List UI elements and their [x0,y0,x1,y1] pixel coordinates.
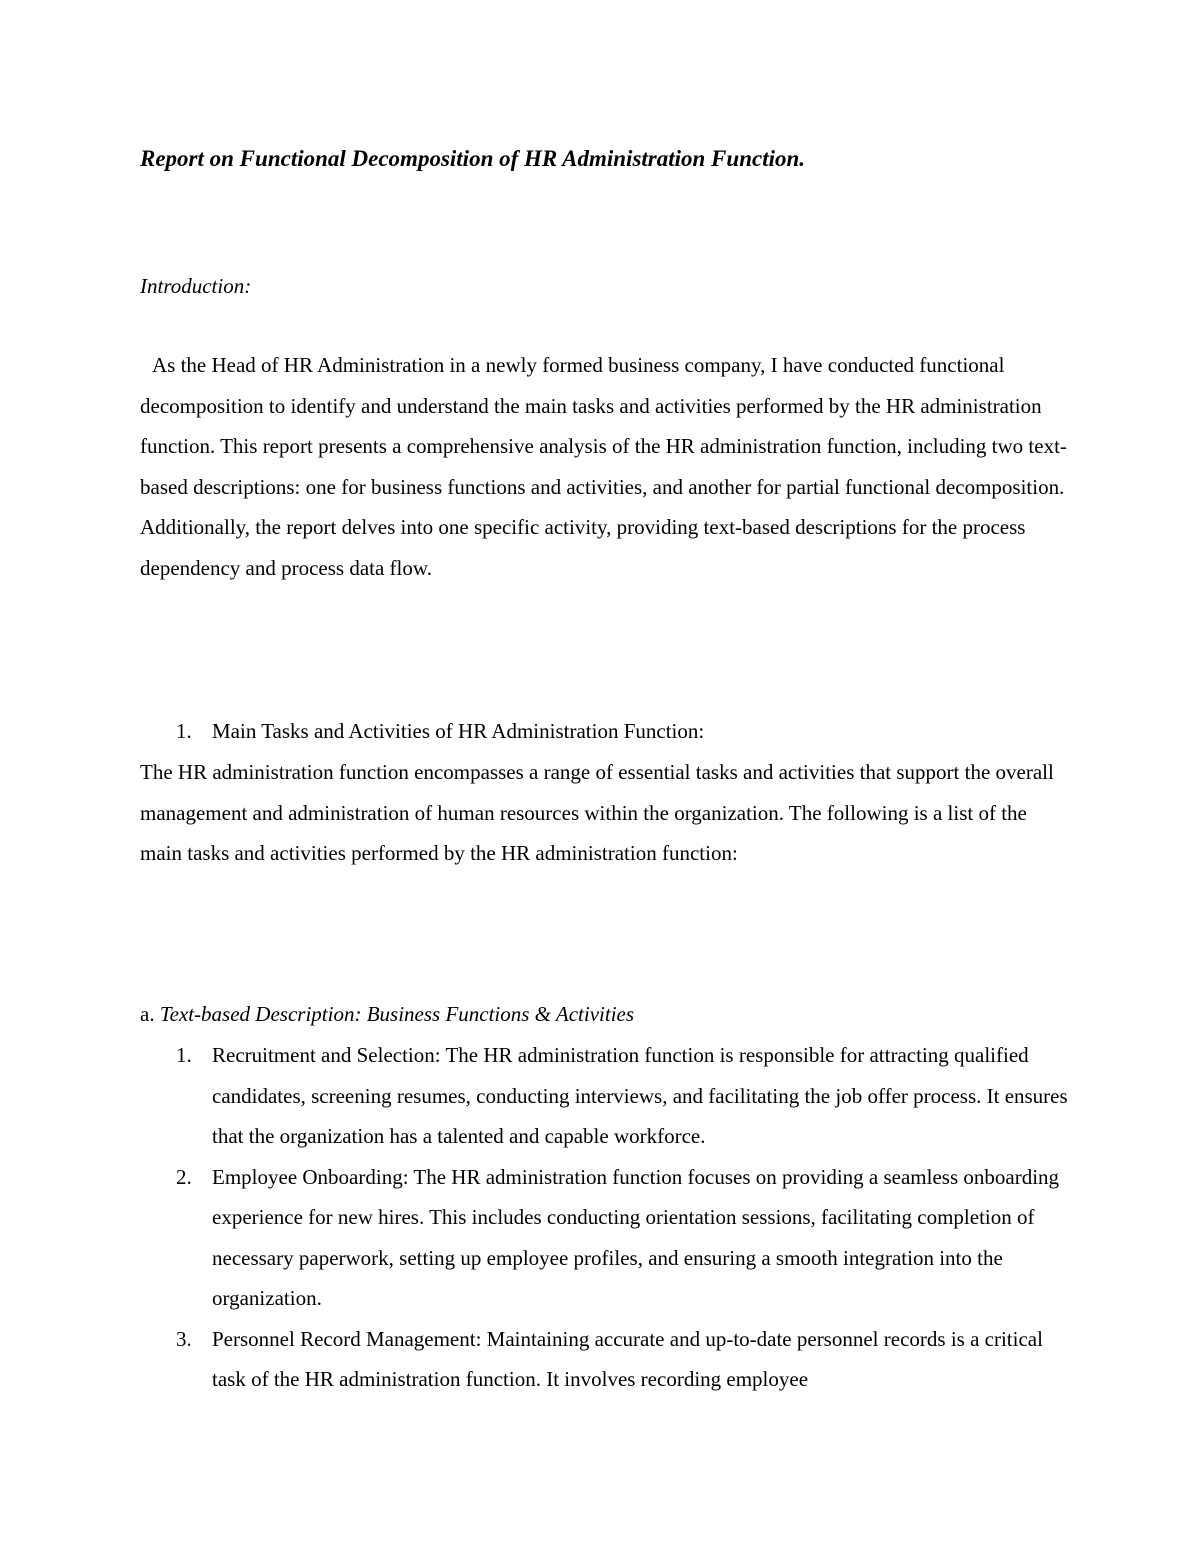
list-item-text: Personnel Record Management: Maintaining accurate and up-to-date personnel records is a critical task of the HR administration function. It involves recording employee [212,1326,1043,1391]
introduction-paragraph: As the Head of HR Administration in a newly formed business company, I have conducted functional decomposition to identify and understand the main tasks and activities performed by the HR administration function. This report presents a comprehensive analysis of the HR administration function, including two text-based descriptions: one for business functions and activities, and another for partial functional decomposition. Additionally, the report delves into one specific activity, providing text-based descriptions for the process dependency and process data flow. [140,353,1067,580]
list-item-text: Employee Onboarding: The HR administration function focuses on providing a seamless onboarding experience for new hires. This includes conducting orientation sessions, facilitating completion of necessary paperwork, setting up employee profiles, and ensuring a smooth integration into the organization. [212,1164,1060,1310]
business-functions-list [140,1035,1070,1400]
list-item [140,1035,1070,1157]
section-1-heading [140,716,1070,746]
section-1-paragraph: The HR administration function encompasses a range of essential tasks and activities that support the overall management and administration of human resources within the organization. The following is a list of the main tasks and activities performed by the HR administration function: [140,760,1054,865]
subsection-a-marker: a. [140,1002,155,1026]
subsection-a-heading-text: Text-based Description: Business Functions & Activities [159,1002,635,1026]
document-title: Report on Functional Decomposition of HR Administration Function. [140,146,806,171]
list-item-number: 2. [176,1164,192,1189]
list-item-number: 1. [176,1043,192,1067]
list-item [140,1319,1070,1400]
subsection-a-heading [140,999,634,1029]
section-1-number: 1. [176,719,192,743]
list-item [140,1157,1070,1319]
introduction-heading: Introduction: [140,274,252,298]
list-item-text: Recruitment and Selection: The HR administration function is responsible for attracting qualified candidates, screening resumes, conducting interviews, and facilitating the job offer process. It ensures that the organization has a talented and capable workforce. [212,1043,1068,1148]
section-1-heading-text: Main Tasks and Activities of HR Administration Function: [212,719,705,743]
list-item-number: 3. [176,1326,192,1351]
